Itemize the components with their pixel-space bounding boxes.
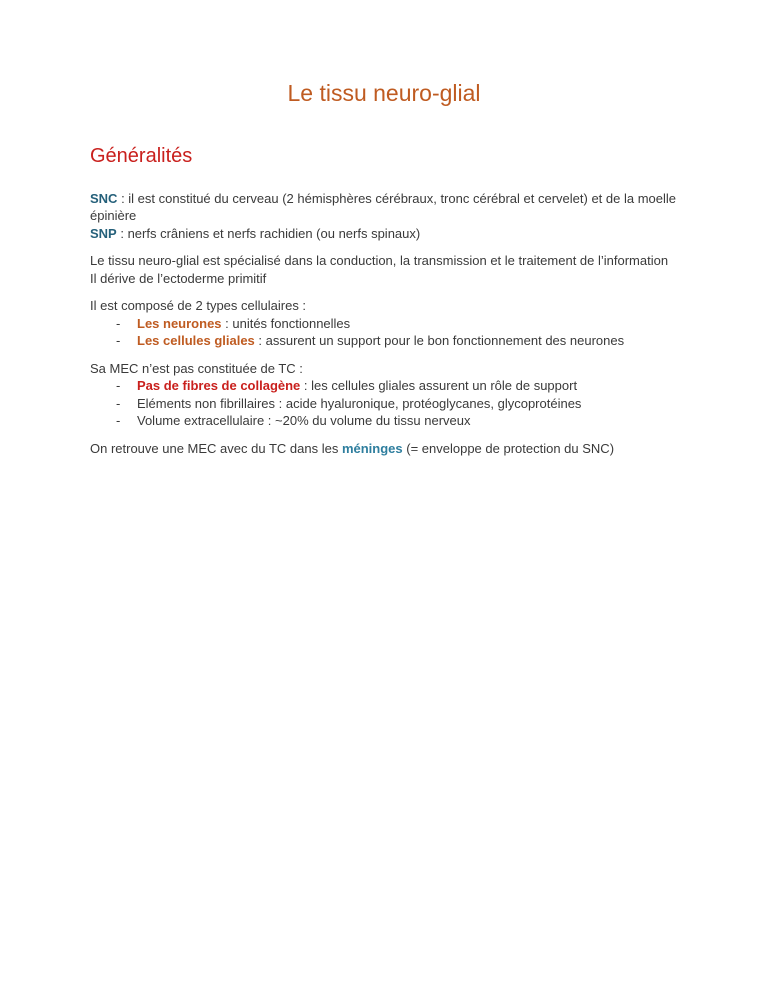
mec-intro: Sa MEC n’est pas constituée de TC : (90, 360, 303, 376)
cell-types-intro: Il est composé de 2 types cellulaires : (90, 298, 307, 314)
collagene-definition: : les cellules gliales assurent un rôle de support (300, 378, 578, 394)
elements-non-fibrillaires-text: Eléments non fibrillaires : acide hyaluronique, protéoglycanes, glycoprotéines (137, 395, 582, 411)
neurones-definition: : unités fonctionnelles (221, 315, 351, 331)
section-heading-generalites: Généralités (90, 144, 193, 167)
list-item-elements-non-fibrillaires (90, 395, 702, 413)
section-mec (90, 360, 702, 430)
volume-extracellulaire-text: Volume extracellulaire : ~20% du volume du tissu nerveux (137, 413, 471, 429)
section-cell-types (90, 297, 702, 350)
term-meninges: méninges (341, 440, 403, 456)
paragraph-snc-snp (90, 190, 702, 243)
list-item-neurones (90, 315, 702, 333)
document-title: Le tissu neuro-glial (287, 80, 481, 106)
list-item-volume-extracellulaire (90, 412, 702, 430)
snc-definition: : il est constitué du cerveau (2 hémisphères cérébraux, tronc cérébral et cervelet) et de la moelle épinière (90, 190, 677, 224)
paragraph-specialization (90, 252, 702, 287)
term-snp: SNP (90, 225, 117, 241)
term-cellules-gliales: Les cellules gliales (137, 333, 255, 349)
term-snc: SNC (90, 190, 118, 206)
line-snp (90, 225, 702, 243)
line-snc (90, 190, 702, 225)
cell-types-list (90, 315, 702, 350)
specialization-line-2: Il dérive de l’ectoderme primitif (90, 270, 267, 286)
specialization-line-1: Le tissu neuro-glial est spécialisé dans la conduction, la transmission et le traitement de l’information (90, 253, 669, 269)
list-item-collagene (90, 377, 702, 395)
term-pas-de-fibres-collagene: Pas de fibres de collagène (137, 378, 301, 394)
mec-list (90, 377, 702, 430)
meninges-suffix: (= enveloppe de protection du SNC) (402, 440, 615, 456)
list-item-cellules-gliales (90, 332, 702, 350)
meninges-prefix: On retrouve une MEC avec du TC dans les (90, 440, 342, 456)
cellules-gliales-definition: : assurent un support pour le bon fonctionnement des neurones (254, 333, 625, 349)
term-neurones: Les neurones (137, 315, 222, 331)
snp-definition: : nerfs crâniens et nerfs rachidien (ou nerfs spinaux) (116, 225, 421, 241)
meninges-line (90, 440, 702, 458)
paragraph-meninges (90, 440, 702, 458)
